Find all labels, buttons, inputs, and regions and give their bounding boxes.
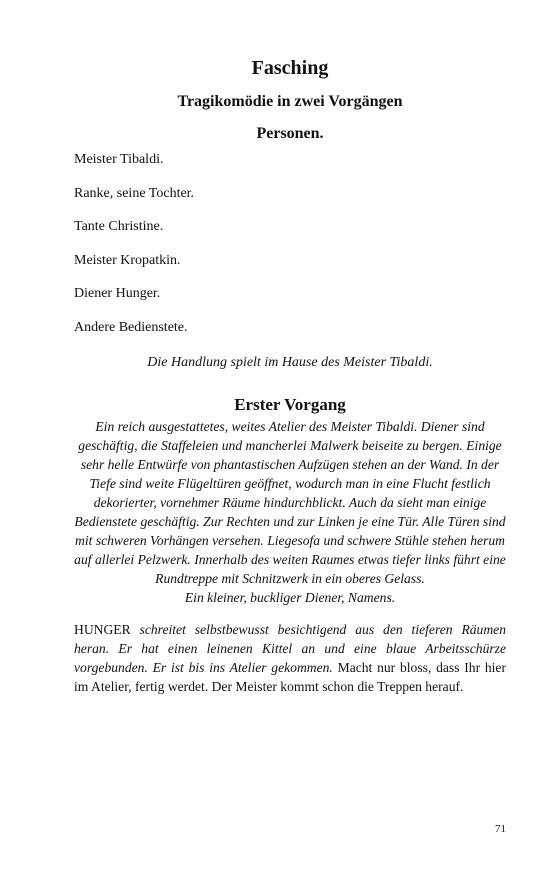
cast-list [74,150,194,352]
act-heading: Erster Vorgang [234,395,346,414]
stage-direction-text: Ein reich ausgestattetes, weites Atelier des Meister Tibaldi. Diener sind geschäftig, die Staffeleien und mancherlei Malwerk beiseite zu bergen. Einige sehr helle Entwürfe von phantastischen Aufzügen stehen an der Wand. In der Tiefe sind weite Flügeltüren geöffnet, wodurch man in eine Flucht festlich dekorierter, vornehmer Räume hindurchblickt. Auch da sieht man einige Bedienstete geschäftig. Zur Rechten und zur Linken je eine Tür. Alle Türen sind mit schweren Vorhängen versehen. Liegesofa und schwere Stühle stehen herum auf allerlei Pelzwerk. Innerhalb des weiten Raumes etwas tiefer links führt eine Rundtreppe mit Schnitzwerk in ein oberes Gelass. [74,419,506,586]
dialogue-block [74,620,506,696]
cast-heading: Personen. [256,125,324,142]
cast-item: Ranke, seine Tochter. [74,185,195,201]
cast-item: Diener Hunger. [74,286,161,302]
speaker-name: HUNGER [74,622,131,637]
cast-item: Tante Christine. [74,219,164,235]
setting-note: Die Handlung spielt im Hause des Meister Tibaldi. [147,355,433,370]
cast-item: Andere Bedienstete. [74,319,188,335]
speaker-direction: schreitet selbstbewusst besichtigend aus den tieferen Räumen heran. Er hat einen leinenen Kittel an und eine blaue Arbeitsschürze vorgebunden. Er ist bis ins Atelier gekommen. [74,622,506,675]
cast-item: Meister Tibaldi. [74,152,164,167]
play-subtitle: Tragikomödie in zwei Vorgängen [177,93,403,110]
speech-text: Macht nur bloss, dass Ihr hier im Atelier, fertig werdet. Der Meister kommt schon die Treppen herauf. [74,660,506,694]
stage-direction-end: Ein kleiner, buckliger Diener, Namens. [184,590,396,605]
page-number: 71 [495,823,506,835]
cast-item: Meister Kropatkin. [74,252,181,268]
stage-direction [73,417,507,607]
play-title: Fasching [251,57,329,79]
